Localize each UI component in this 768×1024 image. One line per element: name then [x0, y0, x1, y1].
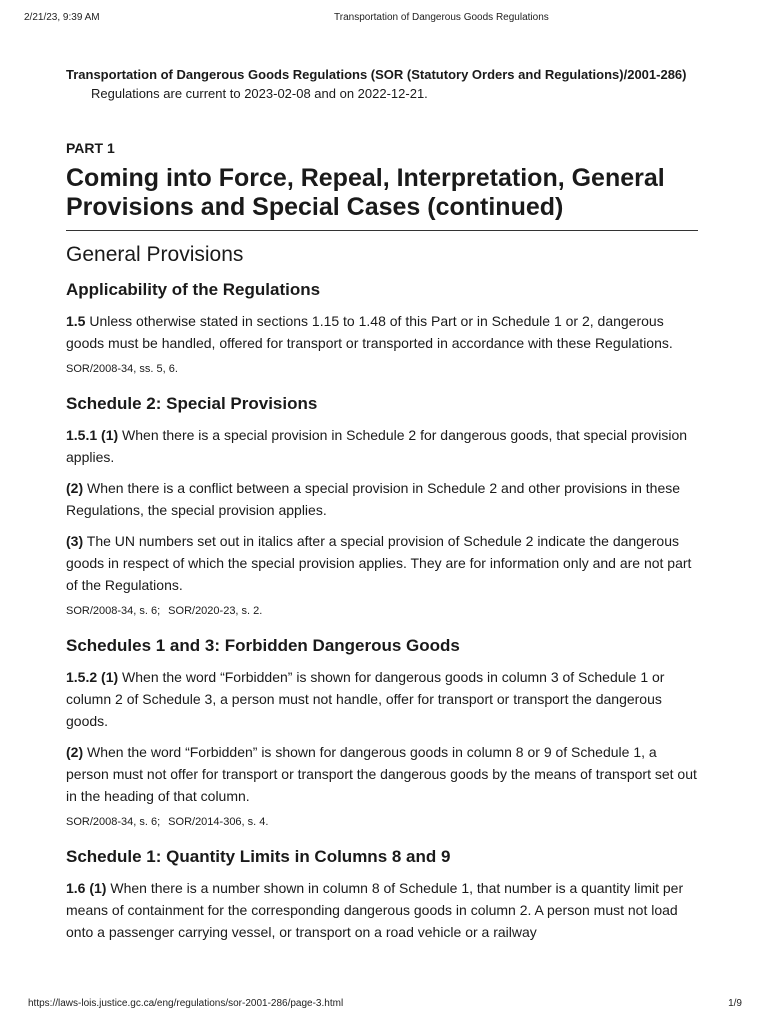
subsection-heading: Schedules 1 and 3: Forbidden Dangerous Goods [66, 636, 460, 655]
provision-number: 1.5.1 (1) [66, 427, 119, 443]
citation-ref: SOR/2014-306, s. 4. [168, 816, 269, 828]
citation-ref: SOR/2020-23, s. 2. [168, 605, 263, 617]
provision-number: 1.5.2 (1) [66, 669, 119, 685]
provision-number: (2) [66, 480, 84, 496]
provision-paragraph [66, 741, 698, 807]
subsection-heading: Applicability of the Regulations [66, 280, 321, 299]
provision-text: When there is a conflict between a special provision in Schedule 2 and other provisions in these Regulations, the special provision applies. [66, 480, 681, 518]
provision-paragraph [66, 477, 698, 521]
provision-number: 1.5 [66, 313, 86, 329]
provision-text: When the word “Forbidden” is shown for dangerous goods in column 8 or 9 of Schedule 1, a person must not offer for transport or transport the dangerous goods by the means of transport set out in the heading of that column. [66, 744, 697, 804]
citation-ref: SOR/2008-34, ss. 5, 6. [66, 363, 178, 375]
part-label: PART 1 [66, 140, 115, 156]
citation-ref: SOR/2008-34, s. 6; [66, 816, 161, 828]
citation-ref: SOR/2008-34, s. 6; [66, 605, 161, 617]
regulation-title: Transportation of Dangerous Goods Regulations (SOR (Statutory Orders and Regulations)/2001-286) [66, 67, 687, 82]
subsection-heading: Schedule 1: Quantity Limits in Columns 8 and 9 [66, 847, 451, 866]
provision-paragraph [66, 310, 698, 354]
print-footer [28, 998, 742, 1012]
print-page-title: Transportation of Dangerous Goods Regulations [334, 12, 549, 23]
provision-text: The UN numbers set out in italics after a special provision of Schedule 2 indicate the dangerous goods in respect of which the special provision applies. They are for information only and are not part of the Regulations. [66, 533, 692, 593]
currency-note: Regulations are current to 2023-02-08 and on 2022-12-21. [91, 86, 428, 101]
part-title: Coming into Force, Repeal, Interpretation, General Provisions and Special Cases (continued) [66, 164, 698, 231]
provision-paragraph [66, 530, 698, 596]
provision-text: When there is a number shown in column 8 of Schedule 1, that number is a quantity limit per means of containment for the corresponding dangerous goods in column 2. A person must not load onto a passenger carrying vessel, or transport on a road vehicle or a railway [66, 880, 684, 940]
provision-number: 1.6 (1) [66, 880, 107, 896]
provision-number: (3) [66, 533, 84, 549]
subsection-heading: Schedule 2: Special Provisions [66, 394, 318, 413]
print-url: https://laws-lois.justice.gc.ca/eng/regulations/sor-2001-286/page-3.html [28, 998, 344, 1009]
page-number: 1/9 [728, 998, 742, 1009]
provision-text: When there is a special provision in Schedule 2 for dangerous goods, that special provision applies. [66, 427, 688, 465]
amendment-citation [66, 604, 698, 618]
document-content [66, 66, 698, 943]
provision-text: When the word “Forbidden” is shown for dangerous goods in column 3 of Schedule 1 or column 2 of Schedule 3, a person must not handle, offer for transport or transport the dangerous goods. [66, 669, 665, 729]
provision-paragraph [66, 424, 698, 468]
amendment-citation [66, 815, 698, 829]
provision-number: (2) [66, 744, 84, 760]
amendment-citation [66, 362, 698, 376]
print-header [24, 12, 744, 26]
provision-paragraph [66, 877, 698, 943]
provision-paragraph [66, 666, 698, 732]
section-title: General Provisions [66, 243, 244, 266]
print-date: 2/21/23, 9:39 AM [24, 12, 100, 23]
provision-text: Unless otherwise stated in sections 1.15 to 1.48 of this Part or in Schedule 1 or 2, dangerous goods must be handled, offered for transport or transported in accordance with these Regulations. [66, 313, 673, 351]
